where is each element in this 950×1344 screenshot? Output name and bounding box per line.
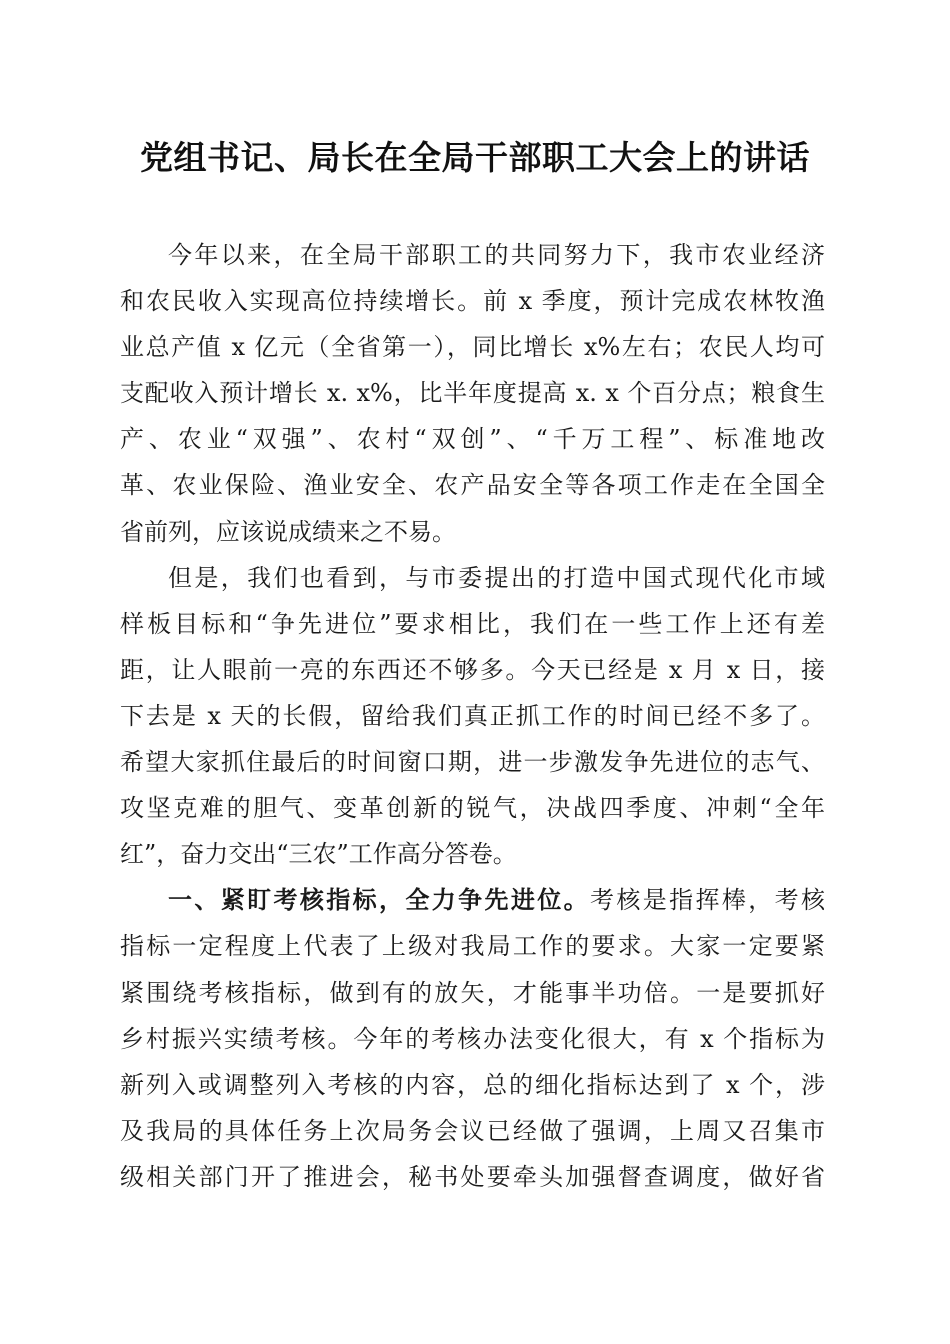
paragraph-1-line: 省前列，应该说成绩来之不易。 — [120, 517, 456, 546]
section-1-first-line — [120, 877, 825, 923]
paragraph-2-line: 但是，我们也看到，与市委提出的打造中国式现代化市域 — [168, 563, 825, 592]
paragraph-2-line: 希望大家抓住最后的时间窗口期，进一步激发争先进位的志气、 — [120, 748, 825, 777]
document-title: 党组书记、局长在全局干部职工大会上的讲话 — [140, 138, 810, 177]
section-1-line: 指标一定程度上代表了上级对我局工作的要求。大家一定要紧 — [120, 932, 825, 961]
section-1-line: 乡村振兴实绩考核。今年的考核办法变化很大，有 x 个指标为 — [120, 1024, 825, 1053]
paragraph-2-line: 下去是 x 天的长假，留给我们真正抓工作的时间已经不多了。 — [120, 701, 825, 730]
section-1-line: 级相关部门开了推进会，秘书处要牵头加强督查调度，做好省 — [120, 1162, 825, 1191]
paragraph-1-line: 和农民收入实现高位持续增长。前 x 季度，预计完成农林牧渔 — [120, 287, 825, 316]
paragraph-2-line: 红”，奋力交出“三农”工作高分答卷。 — [120, 840, 517, 869]
section-1-line: 及我局的具体任务上次局务会议已经做了强调，上周又召集市 — [120, 1116, 825, 1145]
paragraph-2-line: 距，让人眼前一亮的东西还不够多。今天已经是 x 月 x 日，接 — [120, 655, 825, 684]
paragraph-1-line: 产、农业“双强”、农村“双创”、“千万工程”、标准地改 — [120, 425, 825, 454]
section-1-line: 紧围绕考核指标，做到有的放矢，才能事半功倍。一是要抓好 — [120, 978, 825, 1007]
document-body — [120, 232, 825, 1200]
paragraph-2-line: 样板目标和“争先进位”要求相比，我们在一些工作上还有差 — [120, 609, 825, 638]
section-1-first-line-text: 考核是指挥棒，考核 — [590, 886, 825, 915]
paragraph-1-line: 今年以来，在全局干部职工的共同努力下，我市农业经济 — [168, 241, 825, 269]
paragraph-1-line: 业总产值 x 亿元（全省第一），同比增长 x%左右；农民人均可 — [120, 333, 825, 362]
paragraph-2-line: 攻坚克难的胆气、变革创新的锐气，决战四季度、冲刺“全年 — [120, 794, 825, 823]
paragraph-1-line: 支配收入预计增长 x. x%，比半年度提高 x. x 个百分点；粮食生 — [120, 379, 825, 408]
section-1-heading: 一、紧盯考核指标，全力争先进位。 — [168, 886, 590, 915]
paragraph-1-line: 革、农业保险、渔业安全、农产品安全等各项工作走在全国全 — [120, 471, 825, 500]
section-1-line: 新列入或调整列入考核的内容，总的细化指标达到了 x 个，涉 — [120, 1070, 825, 1099]
